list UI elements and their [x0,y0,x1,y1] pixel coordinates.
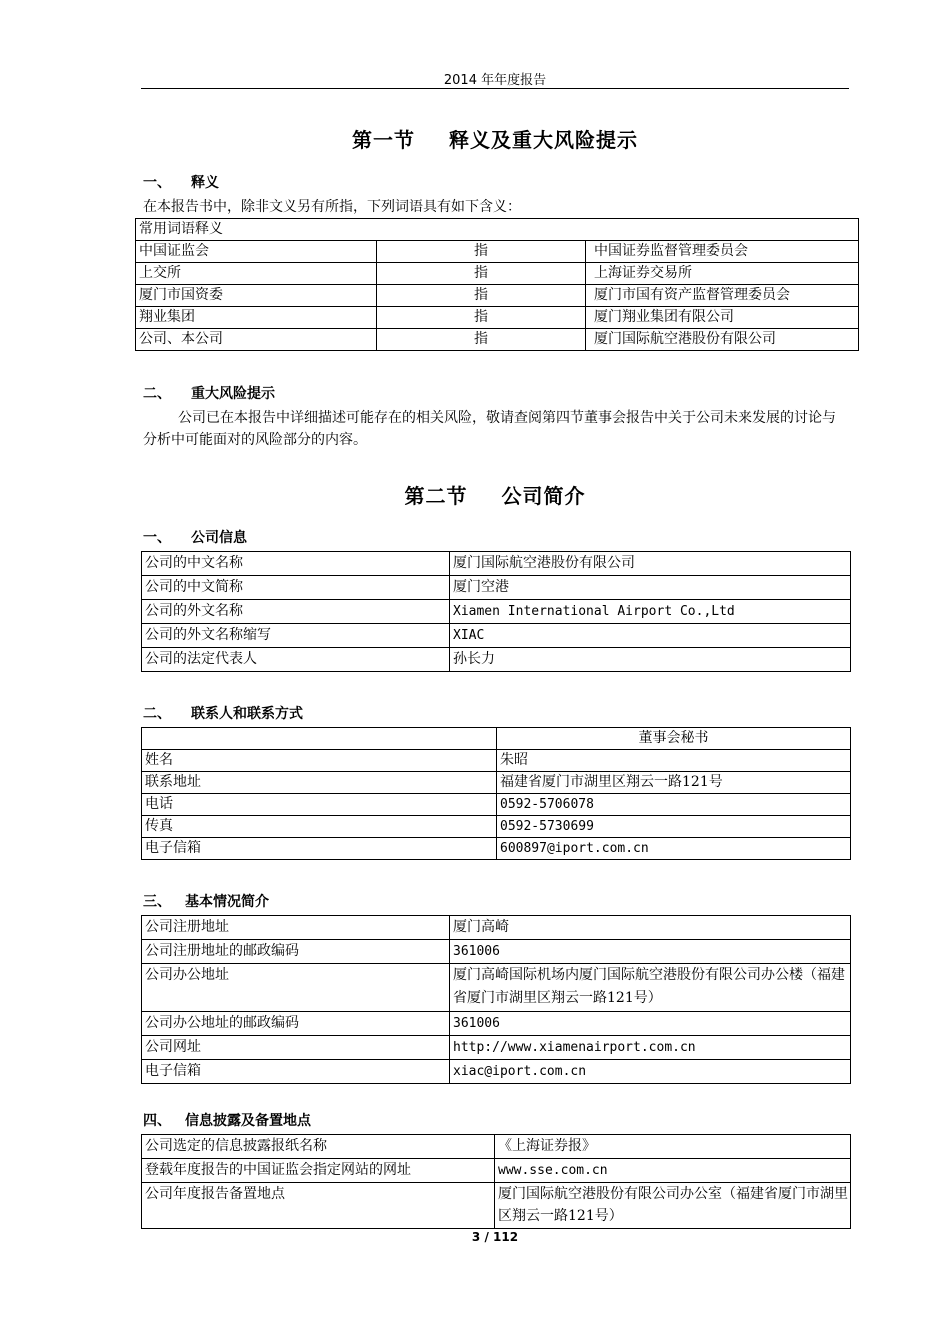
s2-part3-num: 三、 [143,894,171,910]
table-row: 联系地址 福建省厦门市湖里区翔云一路121号 [142,772,851,794]
disclosure-table [141,1134,851,1229]
table-row: 电话 0592-5706078 [142,794,851,816]
basic-info-table [141,915,851,1084]
s2-part3-title: 基本情况简介 [185,894,269,910]
table-row: 传真 0592-5730699 [142,816,851,838]
header-rule [141,88,849,89]
table-row [142,728,851,750]
s2-part3-heading [143,891,269,911]
table-row: 公司的外文名称缩写 XIAC [142,624,851,648]
s2-part4-title: 信息披露及备置地点 [185,1113,311,1129]
s2-part2-num: 二、 [143,706,171,722]
s2-part4-heading [143,1110,311,1130]
company-info-table [141,551,851,672]
table-row: 公司的中文名称 厦门国际航空港股份有限公司 [142,552,851,576]
s2-part1-num: 一、 [143,530,171,546]
section-2-title [0,480,950,509]
s2-part2-title: 联系人和联系方式 [191,706,303,722]
section-1-title [0,124,950,153]
table-row: 公司的中文简称 厦门空港 [142,576,851,600]
table-row: 姓名 朱昭 [142,750,851,772]
s2-part1-heading [143,527,247,547]
table-row: 公司注册地址 厦门高崎 [142,916,851,940]
section-2-number: 第二节 [404,484,468,508]
s2-part2-heading [143,703,303,723]
page-header: 2014 年年度报告 [443,73,547,88]
s1-part1-num: 一、 [143,175,171,191]
definitions-caption: 常用词语释义 [136,219,859,241]
section-2-heading: 公司简介 [501,484,586,508]
table-row: 公司网址 http://www.xiamenairport.com.cn [142,1036,851,1060]
s2-part4-num: 四、 [143,1113,171,1129]
table-row: 公司选定的信息披露报纸名称 《上海证券报》 [142,1135,851,1159]
table-row: 厦门市国资委 指 厦门市国有资产监督管理委员会 [136,285,859,307]
definitions-table [135,218,859,351]
page-number: 3 / 112 [471,1230,519,1244]
table-row: 登载年度报告的中国证监会指定网站的网址 www.sse.com.cn [142,1159,851,1183]
table-row: 电子信箱 xiac@iport.com.cn [142,1060,851,1084]
table-row: 中国证监会 指 中国证券监督管理委员会 [136,241,859,263]
section-1-heading: 释义及重大风险提示 [449,128,638,152]
table-row: 公司年度报告备置地点 厦门国际航空港股份有限公司办公室（福建省厦门市湖里区翔云一路121号） [142,1183,851,1229]
table-row: 公司注册地址的邮政编码 361006 [142,940,851,964]
s1-part1-title: 释义 [191,175,219,191]
table-row: 公司的法定代表人 孙长力 [142,648,851,672]
section-1-number: 第一节 [352,128,415,152]
risk-paragraph: 公司已在本报告中详细描述可能存在的相关风险，敬请查阅第四节董事会报告中关于公司未来发展的讨论与分析中可能面对的风险部分的内容。 [143,410,836,448]
table-row: 翔业集团 指 厦门翔业集团有限公司 [136,307,859,329]
contact-table [141,727,851,860]
table-row: 电子信箱 600897@iport.com.cn [142,838,851,860]
table-row: 公司的外文名称 Xiamen International Airport Co.,Ltd [142,600,851,624]
table-row: 公司办公地址 厦门高崎国际机场内厦门国际航空港股份有限公司办公楼（福建省厦门市湖里区翔云一路121号） [142,964,851,1012]
s1-part2-title: 重大风险提示 [191,386,275,402]
s1-part2-num: 二、 [143,386,171,402]
s2-part1-title: 公司信息 [191,530,247,546]
s1-part2-heading [143,383,275,403]
contact-column-header: 董事会秘书 [497,728,851,750]
definitions-intro: 在本报告书中，除非文义另有所指，下列词语具有如下含义： [143,199,521,215]
table-row: 公司办公地址的邮政编码 361006 [142,1012,851,1036]
table-row: 公司、本公司 指 厦门国际航空港股份有限公司 [136,329,859,351]
s1-part1-heading [143,172,219,192]
table-row: 上交所 指 上海证券交易所 [136,263,859,285]
